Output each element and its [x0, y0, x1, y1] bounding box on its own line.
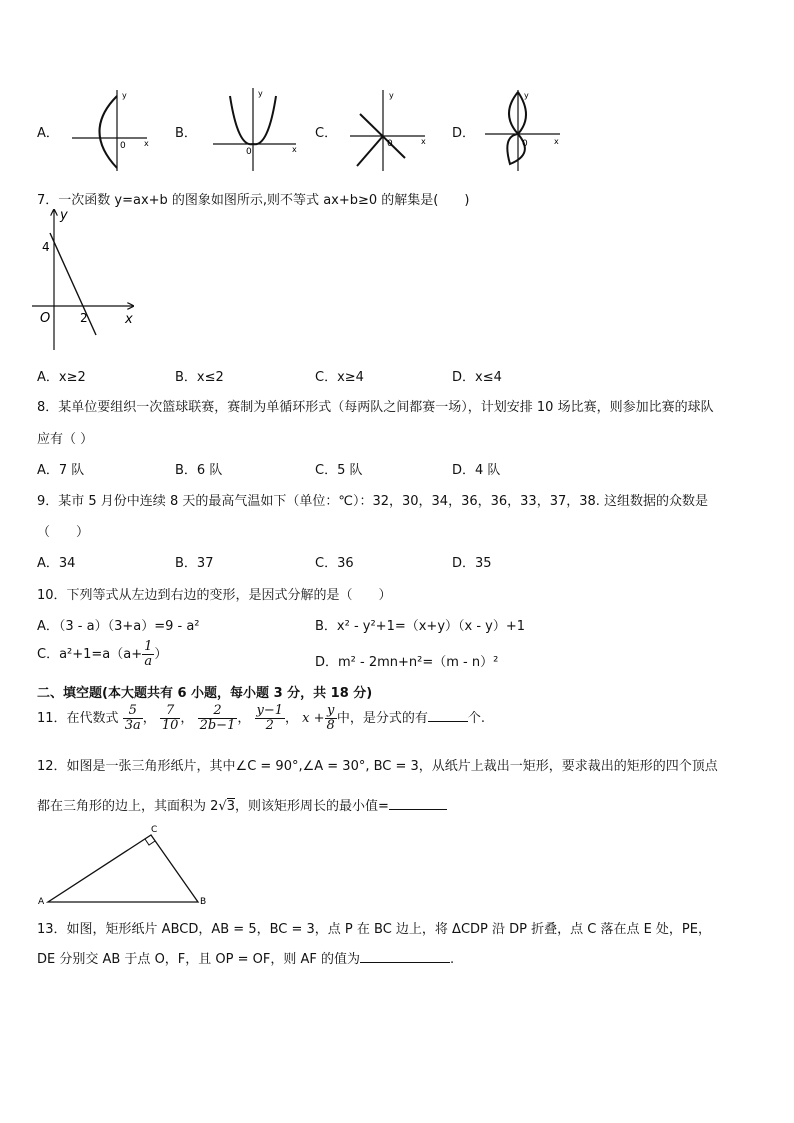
q6-graph-d: [480, 86, 575, 174]
q7-option-d: D．x≤4: [452, 370, 502, 385]
q11-answer-blank[interactable]: [428, 721, 468, 722]
q6-graph-b: [208, 86, 303, 174]
q9-option-a: A．34: [37, 556, 76, 571]
q13-line2-pre: DE 分别交 AB 于点 O，F，且 OP = OF，则 AF 的值为: [37, 952, 360, 967]
q11-frac4: [255, 704, 286, 733]
q11-frac1: [123, 704, 143, 733]
q11-f1-num: 5: [123, 704, 143, 719]
q6c-origin: 0: [387, 139, 393, 149]
q11-sep3: ，: [237, 711, 251, 726]
q6a-origin: 0: [120, 141, 126, 151]
q7-x-label: x: [125, 312, 133, 327]
q6c-y-label: y: [389, 91, 394, 100]
q10-option-c-fraction: [142, 640, 154, 669]
q11-f2-den: 10: [161, 718, 179, 733]
q10-option-c: [37, 640, 167, 669]
q10-option-a: A．（3 - a）（3+a）=9 - a²: [37, 619, 200, 634]
q6-option-c-label: C．: [315, 126, 338, 141]
q11-f5-den: 8: [326, 718, 335, 733]
q9-stem-line2: （ ）: [37, 525, 90, 540]
q11-frac3: [198, 704, 238, 733]
q11-suffix: 中，是分式的有: [336, 711, 428, 726]
q10-option-b: B．x² - y²+1=（x+y）（x - y）+1: [315, 619, 526, 634]
q11-f1-den: 3a: [124, 718, 141, 733]
q12-sqrt-value: 3: [226, 799, 235, 814]
q13-stem-line2: [37, 948, 454, 967]
q9-option-d: D．35: [452, 556, 492, 571]
q13-stem-line1: 13．如图，矩形纸片 ABCD，AB = 5，BC = 3，点 P 在 BC 边上，将 ΔCDP 沿 DP 折叠，点 C 落在点 E 处，PE，: [37, 922, 711, 937]
q6-graph-c: [345, 86, 430, 174]
q6d-x-label: x: [554, 137, 559, 146]
q11-f3-num: 2: [198, 704, 238, 719]
q6a-y-label: y: [122, 91, 127, 100]
q11-f5-num: y: [325, 704, 337, 719]
q12-label-c: C: [151, 825, 158, 835]
q6b-origin: 0: [246, 147, 252, 157]
q10-c-den: a: [144, 654, 153, 669]
q7-origin: O: [40, 311, 51, 326]
q6b-y-label: y: [258, 89, 263, 98]
q10-stem: 10．下列等式从左边到右边的变形，是因式分解的是（ ）: [37, 588, 392, 603]
q12-stem-line1: 12．如图是一张三角形纸片，其中∠C = 90°,∠A = 30°, BC = 3，从纸片上裁出一矩形，要求裁出的矩形的四个顶点: [37, 759, 718, 774]
sqrt-sign-icon: √: [218, 799, 227, 814]
q6d-origin: 0: [522, 139, 528, 149]
q11-f2-num: 7: [160, 704, 181, 719]
q9-stem-line1: 9．某市 5 月份中连续 8 天的最高气温如下（单位：℃）：32，30，34，36，36，33，37，38. 这组数据的众数是: [37, 494, 709, 509]
q9-option-b: B．37: [175, 556, 214, 571]
q11-f4-num: y−1: [256, 703, 284, 718]
q8-option-c: C．5 队: [315, 463, 363, 478]
q11-f3-den: 2b−1: [199, 718, 236, 733]
q6-graph-a: [62, 86, 157, 174]
q6b-x-label: x: [292, 145, 297, 154]
q7-x-tick: 2: [80, 311, 88, 325]
q11-sep2: ，: [180, 711, 194, 726]
q6d-y-label: y: [524, 91, 529, 100]
q8-option-b: B．6 队: [175, 463, 223, 478]
q12-stem-line2: [37, 795, 447, 814]
q6-option-a-label: A．: [37, 126, 59, 141]
q12-label-b: B: [200, 897, 207, 907]
q11-f4-den: 2: [265, 718, 274, 733]
q12-label-a: A: [38, 897, 45, 907]
q12-line2-pre: 都在三角形的边上，其面积为 2: [37, 799, 219, 814]
q6-option-b-label: B．: [175, 126, 197, 141]
q10-option-c-suffix: ）: [154, 647, 168, 662]
q8-option-d: D．4 队: [452, 463, 501, 478]
q10-option-c-prefix: C．a²+1=a（a+: [37, 647, 143, 662]
q13-answer-blank[interactable]: [360, 962, 450, 963]
section2-heading: 二、填空题(本大题共有 6 小题，每小题 3 分，共 18 分): [37, 686, 373, 701]
q12-line2-post: ，则该矩形周长的最小值=: [234, 799, 389, 814]
q7-graph: [30, 205, 140, 355]
q12-answer-blank[interactable]: [389, 809, 447, 810]
q11-frac2: [160, 704, 181, 733]
q7-y-label: y: [60, 208, 68, 223]
q6-option-d-label: D．: [452, 126, 476, 141]
q7-option-c: C．x≥4: [315, 370, 364, 385]
q10-c-num: 1: [144, 639, 153, 654]
q10-option-d: D．m² - 2mn+n²=（m - n）²: [315, 655, 499, 670]
q8-stem-line1: 8．某单位要组织一次篮球联赛，赛制为单循环形式（每两队之间都赛一场），计划安排 10 场比赛，则参加比赛的球队: [37, 400, 714, 415]
q9-option-c: C．36: [315, 556, 354, 571]
q7-stem: 7．一次函数 y=ax+b 的图象如图所示,则不等式 ax+b≥0 的解集是( ): [37, 193, 470, 208]
q11-suffix-end: 个.: [467, 711, 485, 726]
q12-triangle-figure: [30, 820, 220, 910]
q7-option-a: A．x≥2: [37, 370, 86, 385]
q8-stem-line2: 应有（ ）: [37, 432, 94, 447]
q11-sep1: ，: [142, 711, 156, 726]
q11-line: [37, 704, 485, 734]
q7-option-b: B．x≤2: [175, 370, 224, 385]
q11-prefix: 11．在代数式: [37, 711, 119, 726]
q13-line2-post: .: [449, 952, 455, 967]
q11-f5-pre: x +: [302, 711, 325, 726]
q8-option-a: A．7 队: [37, 463, 85, 478]
q6a-x-label: x: [144, 139, 149, 148]
q7-y-tick: 4: [42, 240, 50, 254]
q11-sep4: ，: [285, 711, 299, 726]
q6c-x-label: x: [421, 137, 426, 146]
q11-frac5: [325, 704, 337, 733]
